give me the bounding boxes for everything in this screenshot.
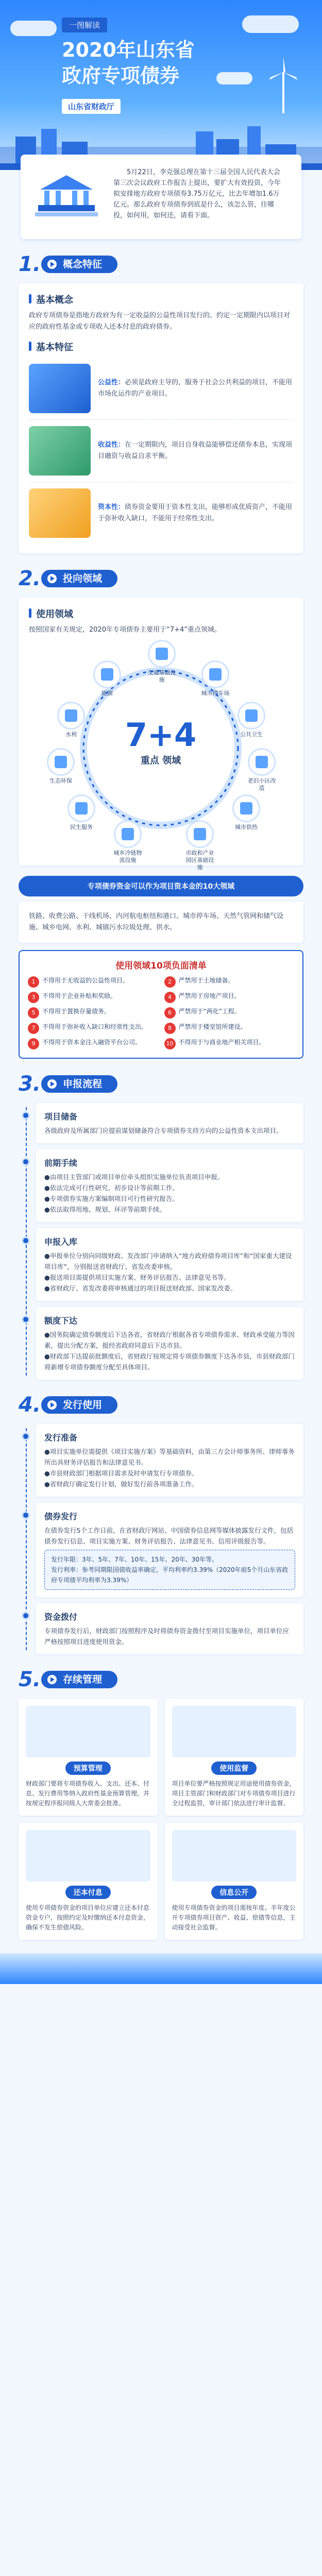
- section-number: 2.: [19, 567, 41, 590]
- step-line: ●市县财政部门根据项目需求及时申请发行专项债券。: [44, 1469, 198, 1477]
- feature-item: [29, 358, 293, 419]
- budget-icon: [26, 1706, 150, 1757]
- section-pill: [41, 1671, 117, 1688]
- negative-item: 10 不得用于与商业地产相关项目。: [164, 1038, 295, 1049]
- negative-item: 8 严禁用于楼堂馆所建设。: [164, 1023, 295, 1034]
- section-number: 3.: [19, 1072, 41, 1096]
- step-title: 申报入库: [44, 1237, 78, 1247]
- field-node: 生态环保: [44, 748, 77, 785]
- step-line: 在债券发行5个工作日前，在省财政厅网站、中国债券信息网等媒体披露发行文件，包括债券发行信息、项目实施方案、财务评估报告、法律意见书、信用评级报告等。: [44, 1527, 293, 1545]
- field-node: 公共卫生: [235, 702, 268, 738]
- apply-step: [36, 1103, 303, 1143]
- fields-diagram: [29, 640, 293, 871]
- step-line: ●报送项目需提供项目实施方案、财务评估报告、法律意见书等。: [44, 1274, 230, 1281]
- intro-text: 5月22日，李克强总理在第十三届全国人民代表大会第三次会议政府工作报告上提出，要扩大有效投资，今年拟安排地方政府专项债券3.75万亿元，比去年增加1.6万亿元。那么政府专项债券到底是什么，该怎么管，往哪投，如何用，如何还，请看下面。: [113, 168, 281, 219]
- apply-steps: [19, 1103, 303, 1380]
- feature-text: 在一定期限内，项目自身收益能够偿还债券本息，实现项目融资与收益自求平衡。: [98, 441, 293, 460]
- manage-title: 使用监督: [211, 1761, 257, 1775]
- step-line: ●依法完成可行性研究、初步设计等前期工作。: [44, 1184, 179, 1192]
- section-number: 1.: [19, 252, 41, 276]
- hero-title: [62, 37, 195, 89]
- issue-note: [44, 1550, 295, 1590]
- feature-item: [29, 482, 293, 544]
- basic-feature-title: 基本特征: [29, 340, 293, 353]
- negative-item: 2 严禁用于土地储备。: [164, 976, 295, 988]
- manage-title: 还本付息: [65, 1886, 111, 1899]
- basic-concept-text: 政府专项债券是指地方政府为有一定收益的公益性项目发行的、约定一定期限内以项目对应的政府性基金或专项收入还本付息的政府债券。: [29, 312, 291, 331]
- ban-icon: 2: [164, 976, 176, 988]
- negative-item: 4 严禁用于房地产项目。: [164, 992, 295, 1003]
- ban-icon: 10: [164, 1038, 176, 1049]
- hero-tag: 一图解读: [62, 18, 107, 32]
- section-header-concept: [0, 252, 322, 276]
- disclosure-icon: [172, 1830, 297, 1882]
- ban-icon: 9: [28, 1038, 39, 1049]
- apply-step: [36, 1228, 303, 1301]
- field-node: 水利: [55, 702, 88, 738]
- negative-item: 3 不得用于企业补贴和奖励。: [28, 992, 158, 1003]
- feature-key: 资本性：: [98, 503, 125, 511]
- timeline-dot: [22, 1511, 30, 1519]
- repayment-icon: [26, 1830, 150, 1882]
- negative-item: 7 不得用于弥补收入缺口和经常性支出。: [28, 1023, 158, 1034]
- section-label: 概念特征: [63, 259, 103, 270]
- ban-icon: 5: [28, 1007, 39, 1019]
- field-node: 能源: [91, 660, 124, 697]
- note-line: 发行年限：3年、5年、7年、10年、15年、20年、30年等。: [51, 1556, 218, 1563]
- feature-text: 必须是政府主导的，服务于社会公共利益的项目，不能用市场化运作的产业项目。: [98, 379, 293, 398]
- ban-icon: 1: [28, 976, 39, 988]
- ban-icon: 8: [164, 1023, 176, 1034]
- step-title: 前期手续: [44, 1158, 78, 1168]
- negative-item: 5 不得用于置换存量债务。: [28, 1007, 158, 1019]
- section-number: 5.: [19, 1668, 41, 1691]
- negative-list-title: 使用领域10项负面清单: [115, 961, 207, 971]
- step-line: 各级政府及所属部门应提前谋划储备符合专项债券支持方向的公益性资本支出项目。: [44, 1127, 283, 1134]
- capital-text: 铁路、收费公路、干线机场、内河航电枢纽和港口、城市停车场、天然气管网和储气设施、城乡电网、水利、城镇污水垃圾处理、供水。: [29, 912, 284, 931]
- timeline-dot: [22, 1158, 30, 1166]
- fields-card: [19, 598, 303, 871]
- feature-item: [29, 419, 293, 482]
- field-node: 城乡冷链物流设施: [111, 820, 144, 864]
- timeline-dot: [22, 1315, 30, 1324]
- manage-text: 使用专项债券资金的项目单位应建立还本付息资金专户，按照约定及时缴纳还本付息资金，确保不发生偿债风险。: [26, 1904, 150, 1931]
- feature-key: 公益性：: [98, 379, 125, 386]
- section-header-issue: [0, 1393, 322, 1417]
- issue-step: [36, 1603, 303, 1654]
- fields-title: 使用领域: [29, 607, 293, 620]
- negative-item: 1 不得用于无收益的公益性项目。: [28, 976, 158, 988]
- manage-text: 财政部门要将专项债券收入、支出、还本、付息、发行费用等纳入政府性基金预算管理，并按规定程序报同级人大常委会批准。: [26, 1780, 150, 1807]
- hero-banner: [0, 0, 322, 170]
- ban-icon: 4: [164, 992, 176, 1003]
- manage-card: [19, 1823, 158, 1940]
- field-node: 老旧小区改造: [245, 748, 278, 792]
- hero-title-line2: 政府专项债券: [62, 64, 180, 87]
- step-line: ●项目实施单位需提供《项目实施方案》等基础资料，由第三方会计师事务所、律师事务所出具财务评估报告和法律意见书。: [44, 1448, 295, 1466]
- note-line: 发行利率：参考同期限国债收益率确定，平均利率约3.39%（2020年前5个月山东省政府专项债平均利率为3.39%）: [51, 1566, 289, 1584]
- capital-icon: [29, 488, 91, 538]
- concept-card: [19, 283, 303, 553]
- manage-grid: [19, 1699, 303, 1940]
- negative-item: 9 不得用于资本金注入融资平台公司。: [28, 1038, 158, 1049]
- feature-list: [29, 358, 293, 544]
- field-node: 交通基础设施: [145, 640, 178, 684]
- section-label: 申报流程: [63, 1078, 103, 1090]
- section-label: 投向领域: [63, 573, 103, 584]
- field-node: 市政和产业园区基础设施: [183, 820, 216, 871]
- government-building-icon: [33, 169, 100, 221]
- basic-concept-title: 基本概念: [29, 293, 293, 306]
- apply-step: [36, 1149, 303, 1222]
- center-small: 重点 领域: [140, 755, 181, 766]
- negative-item: 6 严禁用于“两化”工程。: [164, 1007, 295, 1019]
- section-pill: [41, 1075, 117, 1093]
- step-line: ●省财政厅、省发改委将审核通过的项目报送财政部、国家发改委。: [44, 1284, 237, 1292]
- manage-card: [165, 1823, 304, 1940]
- fields-text: 按照国家有关规定，2020年专项债券主要用于“7+4”重点领域。: [29, 626, 221, 634]
- step-title: 项目储备: [44, 1112, 78, 1122]
- issue-step: [36, 1503, 303, 1597]
- step-line: ●国务院确定债券额度后下达各省，省财政厅根据各省专项债券需求、财政承受能力等因素，提出分配方案，报经省政府同意后下达市县。: [44, 1331, 295, 1349]
- timeline-dot: [22, 1236, 30, 1245]
- timeline-dot: [22, 1111, 30, 1120]
- section-pill: [41, 1396, 117, 1414]
- step-line: 专项债券发行后，财政部门按照程序及时将债券资金拨付至项目实施单位，项目单位应严格按照项目进度使用资金。: [44, 1627, 290, 1646]
- section-header-fields: [0, 567, 322, 590]
- capital-banner: 专项债券资金可以作为项目资本金的10大领域: [19, 876, 303, 896]
- manage-card: [19, 1699, 158, 1816]
- section-pill: [41, 570, 117, 587]
- timeline-dot: [22, 1432, 30, 1440]
- feature-key: 收益性：: [98, 441, 125, 449]
- play-icon: [47, 1079, 57, 1089]
- wind-turbine-icon: [265, 57, 301, 113]
- cloud-shape: [10, 21, 57, 36]
- hero-title-line1: 2020年山东省: [62, 39, 195, 61]
- manage-title: 信息公开: [211, 1886, 257, 1899]
- step-line: ●申报单位分别向同级财政、发改部门申请纳入“地方政府债券项目库”和“国家重大建设项目库”，分别报送省财政厅、省发改委审核。: [44, 1252, 292, 1270]
- step-line: ●专项债券实施方案编制项目可行性研究报告。: [44, 1195, 179, 1202]
- step-title: 资金拨付: [44, 1612, 78, 1622]
- manage-text: 项目单位要严格按照规定用途使用债券资金，项目主管部门和财政部门对专项债券项目进行全过程监管，审计部门依法进行审计监督。: [172, 1780, 296, 1807]
- step-title: 额度下达: [44, 1316, 78, 1326]
- manage-title: 预算管理: [65, 1761, 111, 1775]
- feature-text: 债券资金要用于资本性支出，能够形成优质资产，不能用于弥补收入缺口，不能用于经常性支出。: [98, 503, 293, 522]
- public-welfare-icon: [29, 364, 91, 413]
- capital-card: [19, 902, 303, 943]
- negative-grid: [28, 976, 294, 1049]
- field-node: 民生服务: [65, 794, 98, 831]
- issue-steps: [19, 1424, 303, 1654]
- field-node: 城市供热: [230, 794, 263, 831]
- step-line: ●依法取得用地、规划、环评等前期手续。: [44, 1206, 166, 1213]
- ban-icon: 6: [164, 1007, 176, 1019]
- section-label: 发行使用: [63, 1399, 103, 1411]
- section-pill: [41, 256, 117, 273]
- apply-step: [36, 1307, 303, 1380]
- negative-list: [19, 950, 303, 1059]
- step-title: 发行准备: [44, 1433, 78, 1443]
- field-node: 城市停车场: [199, 660, 232, 697]
- manage-card: [165, 1699, 304, 1816]
- timeline-dot: [22, 1612, 30, 1620]
- section-header-manage: [0, 1668, 322, 1691]
- ban-icon: 7: [28, 1023, 39, 1034]
- issue-step: [36, 1424, 303, 1497]
- step-line: ●财政部下达提前批额度后，省财政厅按规定将专项债券额度下达各市县，市县财政部门将新增专项债券额度分配至具体项目。: [44, 1352, 295, 1371]
- play-icon: [47, 1675, 57, 1684]
- section-label: 存续管理: [63, 1674, 103, 1685]
- step-line: ●由项目主管部门或项目单位牵头组织实施单位负责项目申报。: [44, 1173, 224, 1181]
- ban-icon: 3: [28, 992, 39, 1003]
- income-icon: [29, 426, 91, 476]
- fields-center: [120, 717, 202, 767]
- center-big: 7+4: [125, 716, 197, 754]
- cloud-shape: [216, 72, 252, 84]
- play-icon: [47, 574, 57, 583]
- footer-decoration: [0, 1953, 322, 1984]
- play-icon: [47, 260, 57, 269]
- cloud-shape: [242, 15, 299, 33]
- section-number: 4.: [19, 1393, 41, 1417]
- manage-text: 使用专项债券资金的项目需按年度、半年度公开专项债券项目资产、收益、偿债等信息，主动接受社会监督。: [172, 1904, 296, 1931]
- step-line: ●省财政厅确定发行计划，做好发行前各项准备工作。: [44, 1480, 198, 1488]
- step-title: 债券发行: [44, 1512, 78, 1521]
- play-icon: [47, 1400, 57, 1410]
- section-header-apply: [0, 1072, 322, 1096]
- intro-card: [21, 155, 301, 239]
- supervision-icon: [172, 1706, 297, 1757]
- hero-publisher: 山东省财政厅: [62, 99, 121, 114]
